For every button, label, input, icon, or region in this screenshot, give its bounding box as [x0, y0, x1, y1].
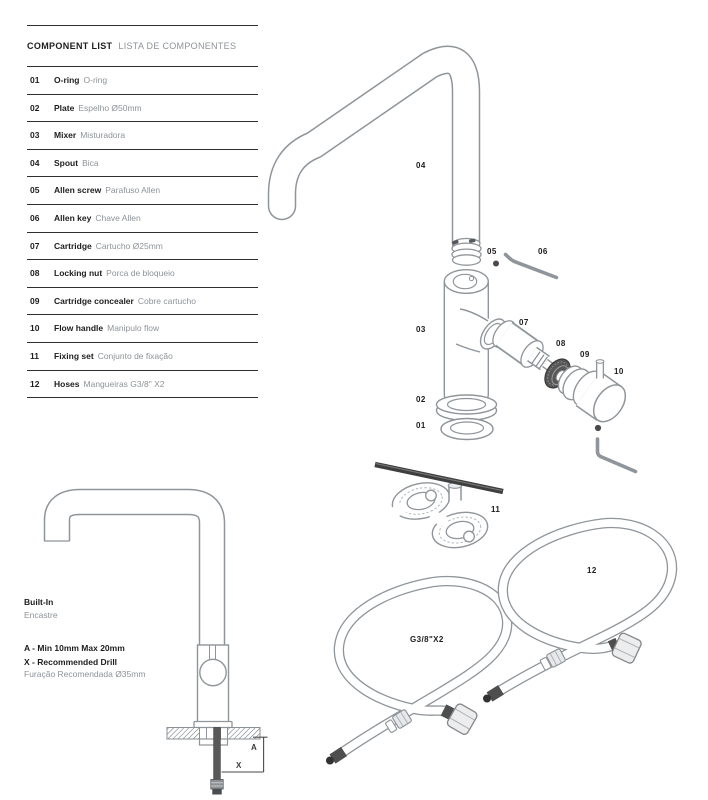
allen-screw-top-icon — [493, 261, 499, 267]
callout-02: 02 — [416, 395, 426, 404]
hose-thread-marking: G3/8"X2 — [410, 635, 444, 644]
component-name-en: Mixer — [54, 130, 77, 141]
component-row-06 — [27, 205, 258, 233]
component-row-01 — [27, 67, 258, 95]
component-name-en: Plate — [54, 102, 75, 113]
callout-08: 08 — [556, 339, 566, 348]
component-row-08 — [27, 260, 258, 288]
spout-drawing — [282, 60, 466, 243]
component-list-subtitle: LISTA DE COMPONENTES — [118, 41, 237, 51]
component-row-05 — [27, 177, 258, 205]
component-number: 03 — [30, 130, 40, 141]
component-number: 02 — [30, 102, 40, 113]
component-name-pt: Mangueiras G3/8" X2 — [83, 378, 165, 389]
component-name-pt: Cartucho Ø25mm — [95, 240, 163, 251]
callout-07: 07 — [519, 318, 529, 327]
component-number: 08 — [30, 268, 40, 279]
component-row-02 — [27, 95, 258, 123]
component-name-en: Locking nut — [54, 268, 103, 279]
dimension-x-label: X — [236, 761, 242, 770]
note-drill-subtitle: Furação Recomendada Ø35mm — [24, 669, 146, 679]
callout-03: 03 — [416, 325, 426, 334]
component-name-en: Allen screw — [54, 185, 102, 196]
component-name-en: O-ring — [54, 75, 80, 86]
hose-1-drawing — [326, 581, 507, 764]
component-name-pt: Bica — [82, 157, 99, 168]
component-number: 06 — [30, 213, 40, 224]
note-dimension-a: A - Min 10mm Max 20mm — [24, 643, 125, 653]
component-row-03 — [27, 122, 258, 150]
component-name-pt: Porca de bloqueio — [106, 268, 175, 279]
component-row-10 — [27, 315, 258, 343]
component-number: 12 — [30, 378, 40, 389]
component-number: 09 — [30, 295, 40, 306]
component-name-pt: Parafuso Allen — [105, 185, 161, 196]
component-number: 01 — [30, 75, 40, 86]
hose-2-nut — [611, 632, 642, 664]
hose-2-drawing — [483, 523, 672, 703]
allen-key-top-icon — [506, 255, 557, 278]
fixing-clamp-2-drawing — [429, 508, 491, 553]
component-list-title: COMPONENT LIST — [27, 41, 113, 51]
component-name-pt: Cobre cartucho — [137, 295, 196, 306]
callout-01: 01 — [416, 421, 426, 430]
component-list-rows — [27, 67, 258, 398]
component-name-pt: Misturadora — [80, 130, 126, 141]
component-name-en: Cartridge concealer — [54, 295, 134, 306]
component-number: 07 — [30, 240, 40, 251]
component-row-09 — [27, 288, 258, 316]
built-in-subtitle: Encastre — [24, 610, 58, 620]
component-name-pt: Chave Allen — [95, 213, 141, 224]
callout-06: 06 — [538, 247, 548, 256]
component-name-en: Cartridge — [54, 240, 92, 251]
fixing-cylinder-drawing — [448, 483, 462, 501]
component-number: 05 — [30, 185, 40, 196]
plate-drawing — [437, 395, 497, 421]
component-list — [27, 25, 258, 398]
component-name-pt: Espelho Ø50mm — [78, 102, 142, 113]
spout-connector-drawing — [452, 238, 481, 265]
allen-key-handle-icon — [598, 439, 636, 472]
dimension-lines — [222, 737, 268, 772]
dimension-a-label: A — [251, 743, 257, 752]
callout-05: 05 — [487, 247, 497, 256]
callout-04: 04 — [416, 161, 426, 170]
callout-09: 09 — [580, 350, 590, 359]
component-name-en: Fixing set — [54, 350, 94, 361]
built-in-title: Built-In — [24, 597, 54, 607]
component-list-header — [27, 26, 258, 67]
component-row-12 — [27, 371, 258, 399]
component-number: 04 — [30, 157, 40, 168]
component-row-07 — [27, 233, 258, 261]
component-name-en: Hoses — [54, 378, 80, 389]
component-number: 11 — [30, 350, 39, 361]
component-name-pt: Manipulo flow — [107, 323, 160, 334]
o-ring-drawing — [441, 419, 493, 440]
component-name-en: Spout — [54, 157, 79, 168]
note-drill-title: X - Recommended Drill — [24, 657, 118, 667]
callout-10: 10 — [614, 367, 624, 376]
component-name-pt: Conjunto de fixação — [97, 350, 173, 361]
component-name-en: Allen key — [54, 213, 92, 224]
component-name-pt: O-ring — [83, 75, 108, 86]
callout-11: 11 — [491, 505, 501, 514]
component-name-en: Flow handle — [54, 323, 104, 334]
component-number: 10 — [30, 323, 40, 334]
component-row-11 — [27, 343, 258, 371]
allen-screw-handle-icon — [595, 425, 601, 431]
callout-12: 12 — [587, 566, 597, 575]
component-row-04 — [27, 150, 258, 178]
